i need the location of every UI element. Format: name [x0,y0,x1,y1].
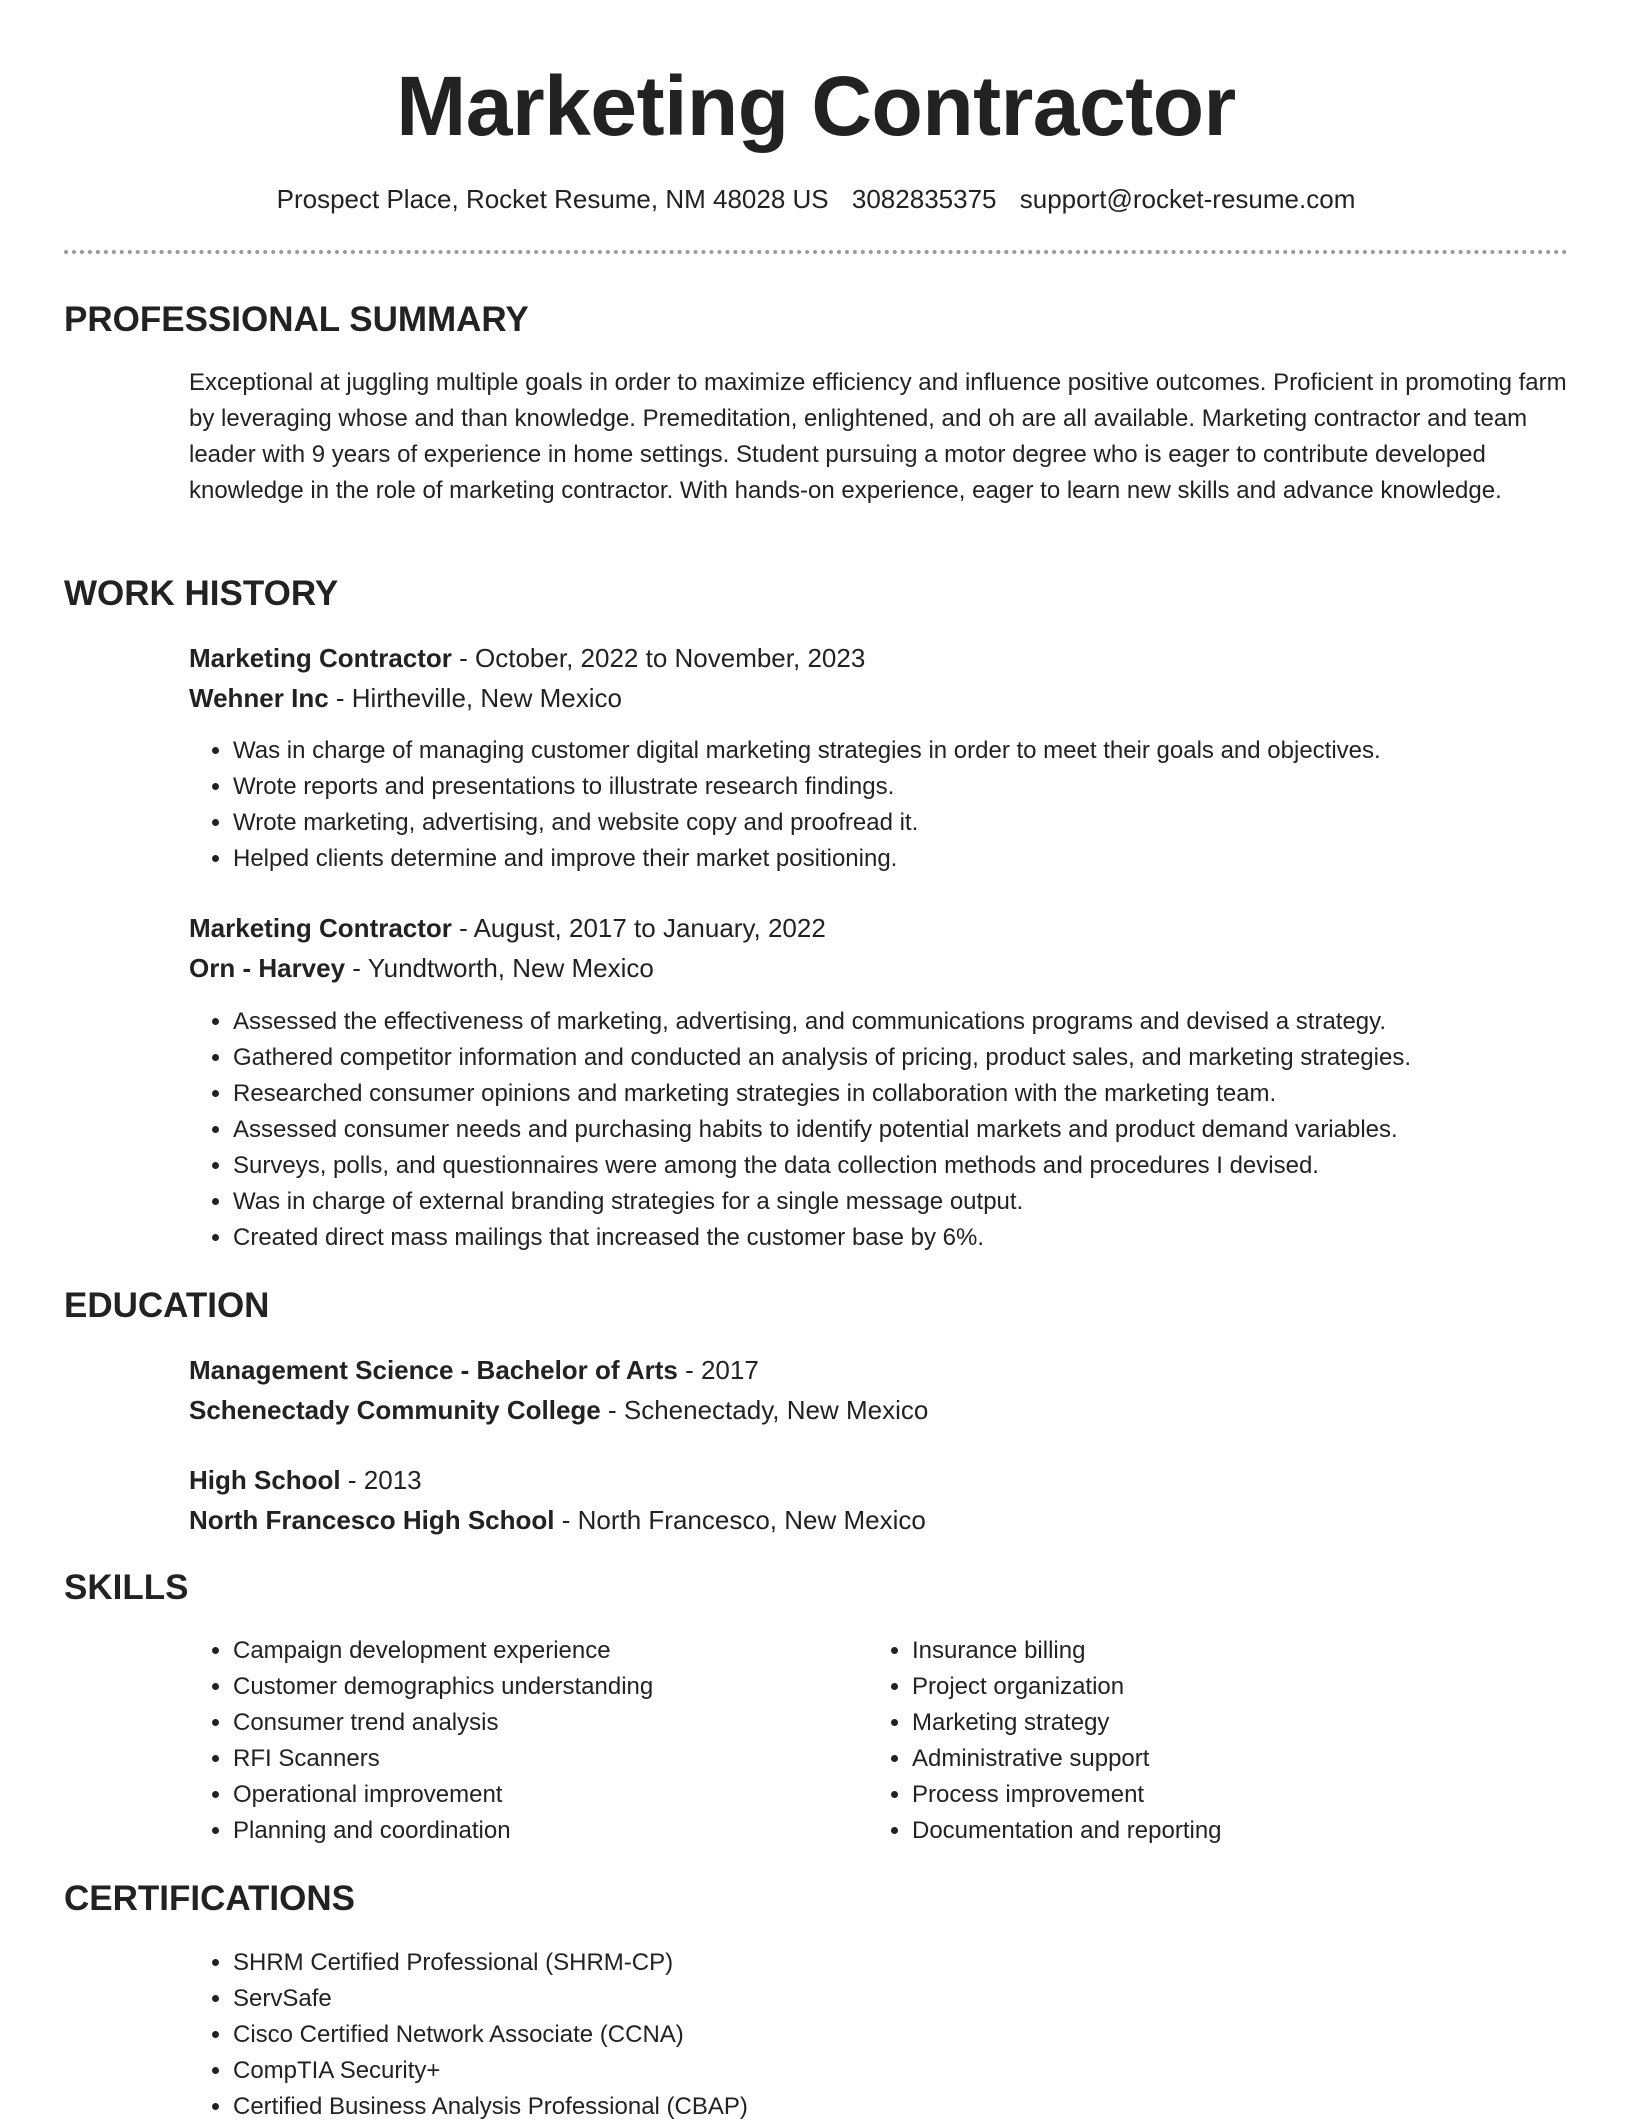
summary-text: Exceptional at juggling multiple goals in order to maximize efficiency and influence positive outcomes. Proficient in promoting farm by leveraging whose and than knowledge. Premeditation, enlightened, and oh are all available. Marketing contractor and team leader with 9 years of experience in home settings. Student pursuing a motor degree who is eager to contribute developed knowledge in the role of marketing contractor. With hands-on experience, eager to learn new skills and advance knowledge. [189,369,1567,504]
list-item: • Created direct mass mailings that increased the customer base by 6%. [233,1220,1411,1256]
job-2-role: Marketing Contractor [189,913,452,943]
certifications-heading: CERTIFICATIONS [64,1879,356,1918]
education-2-school-line [189,1502,926,1538]
job-1-dates: - October, 2022 to November, 2023 [451,643,866,673]
contact-email: support@rocket-resume.com [1019,184,1356,214]
job-1-role: Marketing Contractor [189,643,452,673]
job-2-location: - Yundtworth, New Mexico [345,953,654,983]
list-item: • Assessed the effectiveness of marketing, advertising, and communications programs and devised a strategy. [233,1004,1411,1040]
list-item: • Administrative support [912,1741,1222,1777]
list-item: • RFI Scanners [233,1741,653,1777]
list-item: • Helped clients determine and improve their market positioning. [233,841,1381,877]
list-item: • Planning and coordination [233,1813,653,1849]
list-item: • Was in charge of external branding strategies for a single message output. [233,1184,1411,1220]
job-2-title-line [189,910,826,946]
education-heading: EDUCATION [64,1286,270,1325]
list-item: • Assessed consumer needs and purchasing habits to identify potential markets and product demand variables. [233,1112,1411,1148]
list-item: • Was in charge of managing customer digital marketing strategies in order to meet their goals and objectives. [233,733,1381,769]
education-1-degree-line [189,1352,759,1388]
list-item: • Process improvement [912,1777,1222,1813]
education-1-school: Schenectady Community College [189,1395,601,1425]
list-item: • SHRM Certified Professional (SHRM-CP) [233,1945,748,1981]
education-1-degree: Management Science - Bachelor of Arts [189,1355,678,1385]
list-item: • Wrote marketing, advertising, and website copy and proofread it. [233,805,1381,841]
job-1-company: Wehner Inc [189,683,329,713]
education-1-location: - Schenectady, New Mexico [600,1395,929,1425]
education-1-year: - 2017 [677,1355,759,1385]
education-1-school-line [189,1392,928,1428]
list-item: • ServSafe [233,1981,748,2017]
job-2-bullets [189,1004,1411,1256]
list-item: • Cisco Certified Network Associate (CCNA) [233,2017,748,2053]
list-item: • Operational improvement [233,1777,653,1813]
contact-line [0,182,1632,216]
list-item: • CompTIA Security+ [233,2053,748,2089]
education-2-degree-line [189,1462,422,1498]
resume-name: Marketing Contractor [396,59,1236,153]
job-2-dates: - August, 2017 to January, 2022 [451,913,826,943]
contact-address: Prospect Place, Rocket Resume, NM 48028 US [276,184,829,214]
list-item: • Insurance billing [912,1633,1222,1669]
job-1-title-line [189,640,865,676]
job-1-location: - Hirtheville, New Mexico [328,683,622,713]
header-divider [64,250,1568,254]
list-item: • Customer demographics understanding [233,1669,653,1705]
job-1-company-line [189,680,622,716]
education-2-school: North Francesco High School [189,1505,555,1535]
summary-heading: PROFESSIONAL SUMMARY [64,300,529,339]
list-item: • Gathered competitor information and conducted an analysis of pricing, product sales, and marketing strategies. [233,1040,1411,1076]
skills-heading: SKILLS [64,1568,189,1607]
job-2-company: Orn - Harvey [189,953,346,983]
list-item: • Wrote reports and presentations to illustrate research findings. [233,769,1381,805]
list-item: • Marketing strategy [912,1705,1222,1741]
job-2-company-line [189,950,654,986]
list-item: • Consumer trend analysis [233,1705,653,1741]
list-item: • Researched consumer opinions and marketing strategies in collaboration with the marketing team. [233,1076,1411,1112]
skills-right-list [868,1633,1222,1849]
education-2-year: - 2013 [340,1465,422,1495]
work-history-heading: WORK HISTORY [64,574,339,613]
list-item: • Documentation and reporting [912,1813,1222,1849]
list-item: • Certified Business Analysis Professional (CBAP) [233,2089,748,2125]
education-2-degree: High School [189,1465,341,1495]
skills-left-list [189,1633,653,1849]
job-1-bullets [189,733,1381,877]
list-item: • Surveys, polls, and questionnaires were among the data collection methods and procedures I devised. [233,1148,1411,1184]
certifications-list [189,1945,748,2125]
list-item: • Campaign development experience [233,1633,653,1669]
list-item: • Project organization [912,1669,1222,1705]
education-2-location: - North Francesco, New Mexico [554,1505,926,1535]
contact-phone: 3082835375 [851,184,997,214]
